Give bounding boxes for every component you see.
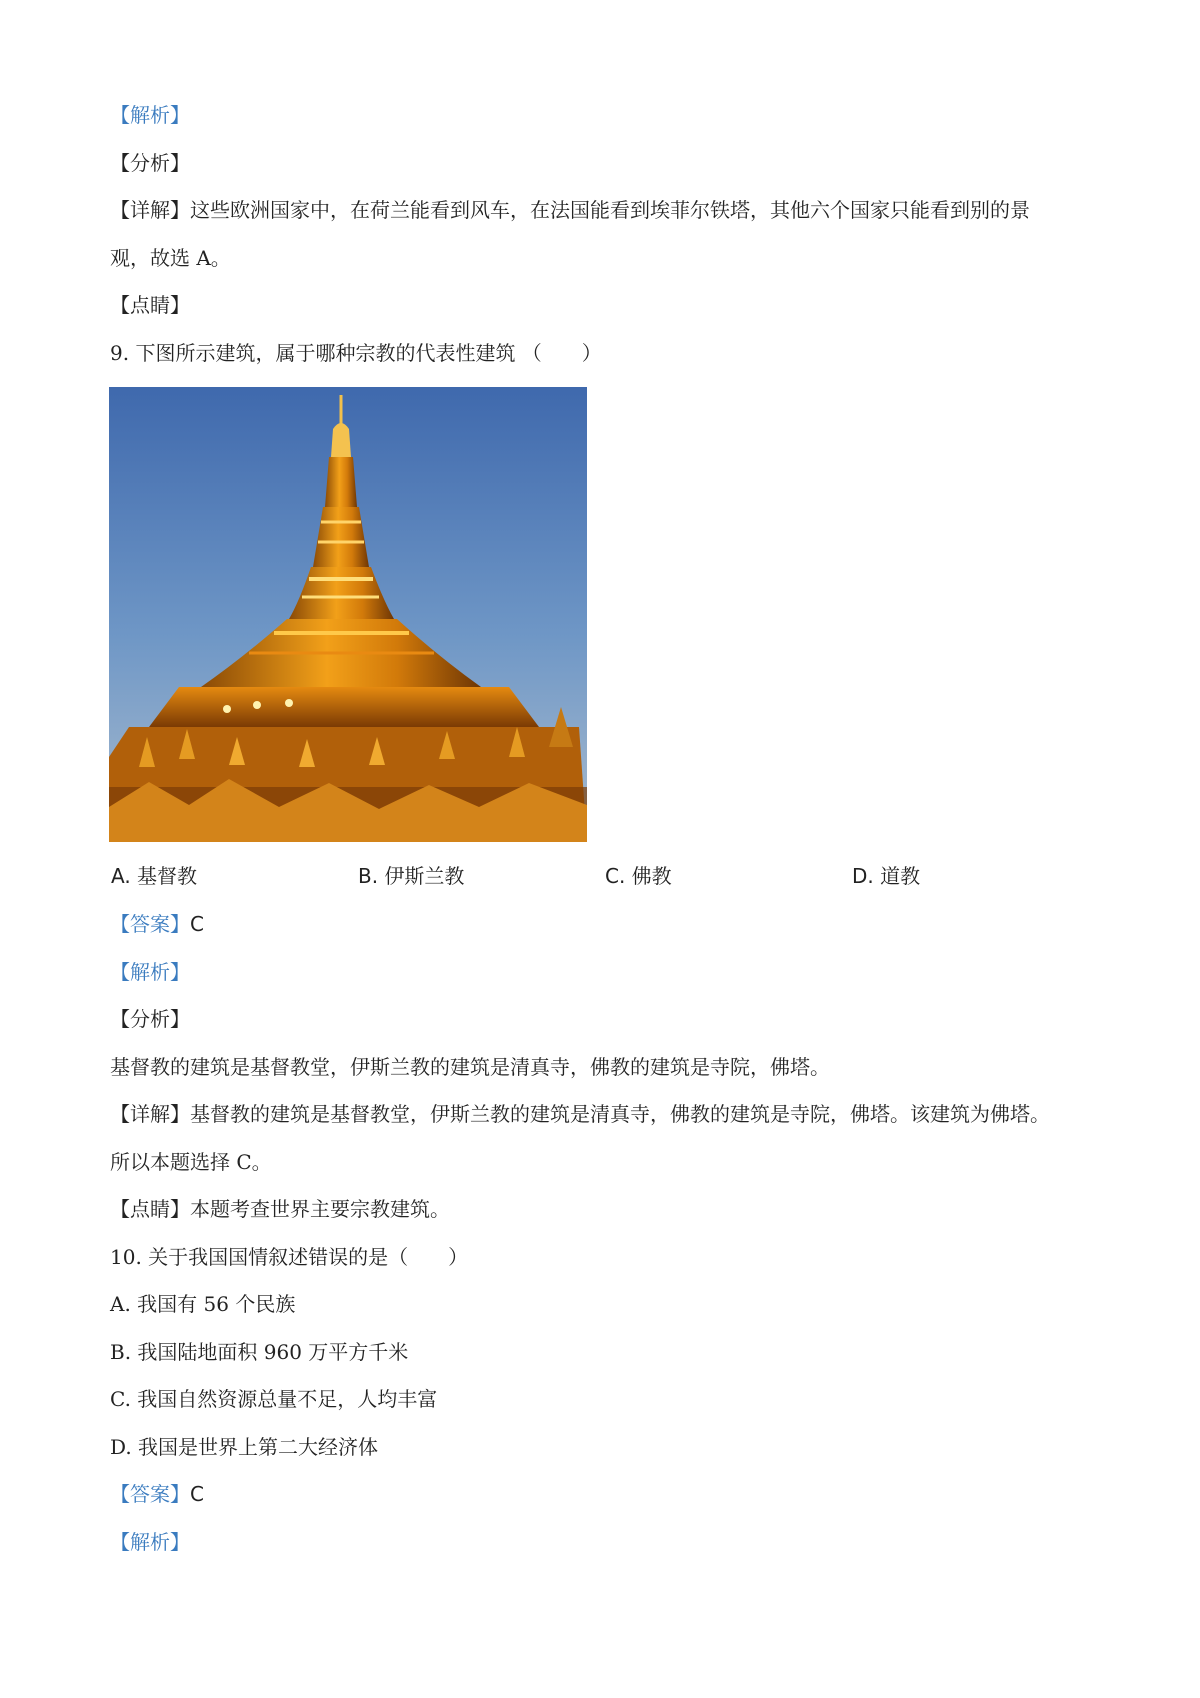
q9-answer-label: 【答案】 [110, 912, 190, 936]
xiangjie-label: 【详解】 [110, 198, 190, 222]
q9-fenxi-text: 基督教的建筑是基督教堂，伊斯兰教的建筑是清真寺，佛教的建筑是寺院，佛塔。 [110, 1055, 830, 1079]
q10-jiexi-label: 【解析】 [110, 1530, 190, 1554]
q10-option-a: A. 我国有 56 个民族 [110, 1292, 296, 1316]
q10-option-b: B. 我国陆地面积 960 万平方千米 [110, 1340, 409, 1364]
q10-answer-value: C [190, 1482, 204, 1506]
q9-option-d: D. 道教 [852, 864, 921, 888]
question-10-stem: 10. 关于我国国情叙述错误的是（ ） [110, 1245, 469, 1269]
q9-xiangjie-label: 【详解】 [110, 1102, 190, 1126]
fenxi-label: 【分析】 [110, 151, 190, 175]
q10-option-c: C. 我国自然资源总量不足，人均丰富 [110, 1387, 438, 1411]
dianjing-label: 【点睛】 [110, 293, 190, 317]
q9-xiangjie [110, 1100, 1050, 1128]
pagoda-photo [109, 387, 587, 842]
q10-answer [110, 1480, 204, 1508]
q9-answer-value: C [190, 912, 204, 936]
q9-dianjing [110, 1195, 450, 1223]
xiangjie-text: 这些欧洲国家中，在荷兰能看到风车，在法国能看到埃菲尔铁塔，其他六个国家只能看到别的景 [190, 198, 1030, 222]
q9-dianjing-label: 【点睛】 [110, 1197, 190, 1221]
xiangjie-paragraph [110, 196, 1030, 224]
q9-fenxi-label: 【分析】 [110, 1007, 190, 1031]
q9-answer [110, 910, 204, 938]
q9-jiexi-label: 【解析】 [110, 960, 190, 984]
q9-xiangjie-continuation: 所以本题选择 C。 [110, 1150, 272, 1174]
q9-option-a: A. 基督教 [111, 864, 198, 888]
q10-answer-label: 【答案】 [110, 1482, 190, 1506]
xiangjie-continuation: 观，故选 A。 [110, 246, 231, 270]
q9-option-b: B. 伊斯兰教 [358, 864, 465, 888]
q10-option-d: D. 我国是世界上第二大经济体 [110, 1435, 379, 1459]
jiexi-label: 【解析】 [110, 103, 190, 127]
question-9-stem: 9. 下图所示建筑，属于哪种宗教的代表性建筑 （ ） [110, 341, 602, 365]
q9-xiangjie-text: 基督教的建筑是基督教堂，伊斯兰教的建筑是清真寺，佛教的建筑是寺院，佛塔。该建筑为佛塔。 [190, 1102, 1050, 1126]
q9-option-c: C. 佛教 [605, 864, 672, 888]
q9-dianjing-text: 本题考查世界主要宗教建筑。 [190, 1197, 450, 1221]
